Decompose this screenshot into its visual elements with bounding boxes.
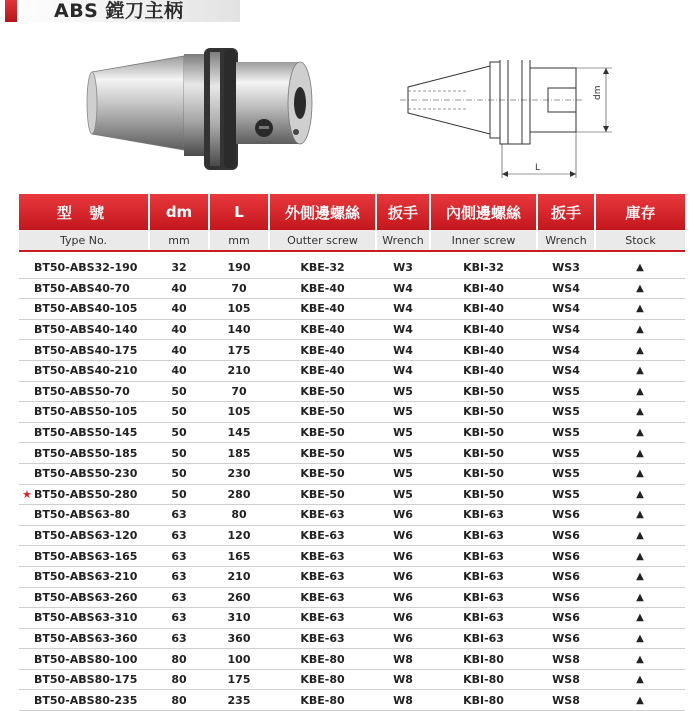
model-text: BT50-ABS50-145: [34, 426, 138, 440]
l-cell: 105: [209, 402, 269, 423]
wrench-2-cell: WS4: [537, 340, 595, 361]
model-text: BT50-ABS40-210: [34, 364, 138, 378]
stock-cell: ▲: [595, 258, 685, 278]
wrench-2-cell: WS5: [537, 443, 595, 464]
wrench-1-cell: W5: [376, 402, 430, 423]
table-row: [19, 587, 685, 608]
model-cell: [19, 587, 149, 608]
header-en-type: Type No.: [19, 230, 149, 251]
l-cell: 120: [209, 525, 269, 546]
header-en-wrench-1: Wrench: [376, 230, 430, 251]
l-cell: 280: [209, 484, 269, 505]
model-cell: [19, 463, 149, 484]
stock-cell: ▲: [595, 587, 685, 608]
inner-screw-cell: KBI-50: [430, 402, 537, 423]
model-cell: [19, 422, 149, 443]
dm-cell: 40: [149, 319, 209, 340]
l-cell: 145: [209, 422, 269, 443]
model-cell: [19, 340, 149, 361]
model-text: BT50-ABS50-280: [34, 487, 138, 501]
table-row: [19, 484, 685, 505]
wrench-2-cell: WS6: [537, 608, 595, 629]
l-cell: 100: [209, 649, 269, 670]
wrench-1-cell: W4: [376, 360, 430, 381]
l-cell: 165: [209, 546, 269, 567]
l-cell: 310: [209, 608, 269, 629]
table-row: [19, 566, 685, 587]
table-row: [19, 360, 685, 381]
table-row: [19, 278, 685, 299]
wrench-2-cell: WS3: [537, 258, 595, 278]
dm-cell: 50: [149, 463, 209, 484]
star-icon: ★: [22, 487, 32, 501]
l-cell: 175: [209, 669, 269, 690]
header-stock: 庫存: [595, 194, 685, 230]
l-cell: 210: [209, 566, 269, 587]
outer-screw-cell: KBE-40: [269, 299, 376, 320]
outer-screw-cell: KBE-40: [269, 278, 376, 299]
outer-screw-cell: KBE-40: [269, 360, 376, 381]
table-row: [19, 381, 685, 402]
model-cell: [19, 566, 149, 587]
table-row: [19, 299, 685, 320]
model-cell: [19, 669, 149, 690]
table-row: [19, 608, 685, 629]
wrench-1-cell: W6: [376, 566, 430, 587]
model-cell: [19, 628, 149, 649]
stock-cell: ▲: [595, 319, 685, 340]
wrench-2-cell: WS6: [537, 505, 595, 526]
table-body: [19, 258, 685, 711]
table-row: [19, 463, 685, 484]
wrench-2-cell: WS8: [537, 649, 595, 670]
model-cell: [19, 546, 149, 567]
inner-screw-cell: KBI-32: [430, 258, 537, 278]
model-cell: [19, 278, 149, 299]
wrench-2-cell: WS6: [537, 525, 595, 546]
outer-screw-cell: KBE-63: [269, 566, 376, 587]
dm-cell: 63: [149, 608, 209, 629]
dm-cell: 63: [149, 525, 209, 546]
model-cell: [19, 381, 149, 402]
outer-screw-cell: KBE-40: [269, 340, 376, 361]
wrench-1-cell: W5: [376, 484, 430, 505]
wrench-1-cell: W6: [376, 525, 430, 546]
l-cell: 70: [209, 278, 269, 299]
header-en-dm: mm: [149, 230, 209, 251]
model-text: BT50-ABS40-105: [34, 302, 138, 316]
wrench-1-cell: W6: [376, 608, 430, 629]
model-text: BT50-ABS63-80: [34, 508, 130, 522]
inner-screw-cell: KBI-40: [430, 278, 537, 299]
model-text: BT50-ABS50-230: [34, 467, 138, 481]
dm-cell: 32: [149, 258, 209, 278]
header-row-en: [19, 230, 685, 251]
model-text: BT50-ABS50-70: [34, 384, 130, 398]
header-outer-screw: 外側邊螺絲: [269, 194, 376, 230]
model-text: BT50-ABS50-185: [34, 446, 138, 460]
dm-cell: 80: [149, 690, 209, 711]
table-row: [19, 443, 685, 464]
dm-cell: 40: [149, 340, 209, 361]
inner-screw-cell: KBI-50: [430, 484, 537, 505]
wrench-2-cell: WS6: [537, 587, 595, 608]
stock-cell: ▲: [595, 608, 685, 629]
l-cell: 175: [209, 340, 269, 361]
dm-cell: 63: [149, 628, 209, 649]
dm-cell: 63: [149, 587, 209, 608]
wrench-1-cell: W6: [376, 505, 430, 526]
inner-screw-cell: KBI-80: [430, 669, 537, 690]
model-cell: [19, 258, 149, 278]
header-inner-screw: 內側邊螺絲: [430, 194, 537, 230]
outer-screw-cell: KBE-80: [269, 690, 376, 711]
spec-table: [19, 194, 685, 711]
inner-screw-cell: KBI-63: [430, 587, 537, 608]
model-text: BT50-ABS80-175: [34, 673, 138, 687]
l-cell: 230: [209, 463, 269, 484]
l-cell: 190: [209, 258, 269, 278]
model-cell: [19, 484, 149, 505]
dm-cell: 50: [149, 443, 209, 464]
inner-screw-cell: KBI-40: [430, 299, 537, 320]
wrench-1-cell: W3: [376, 258, 430, 278]
model-cell: [19, 402, 149, 423]
header-en-l: mm: [209, 230, 269, 251]
inner-screw-cell: KBI-63: [430, 505, 537, 526]
inner-screw-cell: KBI-63: [430, 608, 537, 629]
table-row: [19, 649, 685, 670]
wrench-2-cell: WS6: [537, 546, 595, 567]
stock-cell: ▲: [595, 278, 685, 299]
stock-cell: ▲: [595, 525, 685, 546]
inner-screw-cell: KBI-63: [430, 628, 537, 649]
inner-screw-cell: KBI-80: [430, 690, 537, 711]
stock-cell: ▲: [595, 505, 685, 526]
wrench-1-cell: W6: [376, 628, 430, 649]
model-text: BT50-ABS80-100: [34, 652, 138, 666]
dm-cell: 50: [149, 484, 209, 505]
model-cell: [19, 505, 149, 526]
wrench-1-cell: W6: [376, 546, 430, 567]
page-title: ABS 鏜刀主柄: [54, 0, 184, 22]
wrench-1-cell: W5: [376, 381, 430, 402]
model-cell: [19, 443, 149, 464]
wrench-2-cell: WS5: [537, 381, 595, 402]
wrench-2-cell: WS5: [537, 463, 595, 484]
outer-screw-cell: KBE-80: [269, 669, 376, 690]
dm-cell: 50: [149, 402, 209, 423]
wrench-1-cell: W4: [376, 299, 430, 320]
wrench-1-cell: W5: [376, 443, 430, 464]
table-row: [19, 422, 685, 443]
table-row: [19, 628, 685, 649]
stock-cell: ▲: [595, 690, 685, 711]
wrench-2-cell: WS6: [537, 566, 595, 587]
header-dm: dm: [149, 194, 209, 230]
model-text: BT50-ABS50-105: [34, 405, 138, 419]
model-text: BT50-ABS63-310: [34, 611, 138, 625]
dm-cell: 50: [149, 381, 209, 402]
inner-screw-cell: KBI-63: [430, 566, 537, 587]
dm-cell: 63: [149, 505, 209, 526]
wrench-1-cell: W5: [376, 422, 430, 443]
table-row: [19, 546, 685, 567]
wrench-2-cell: WS4: [537, 360, 595, 381]
outer-screw-cell: KBE-63: [269, 546, 376, 567]
wrench-1-cell: W8: [376, 649, 430, 670]
outer-screw-cell: KBE-50: [269, 422, 376, 443]
outer-screw-cell: KBE-40: [269, 319, 376, 340]
wrench-1-cell: W8: [376, 690, 430, 711]
wrench-2-cell: WS4: [537, 319, 595, 340]
header-row-zh: [19, 194, 685, 230]
inner-screw-cell: KBI-40: [430, 360, 537, 381]
stock-cell: ▲: [595, 299, 685, 320]
wrench-1-cell: W4: [376, 319, 430, 340]
table-row: [19, 402, 685, 423]
table-row: [19, 525, 685, 546]
title-banner: [0, 0, 240, 22]
wrench-2-cell: WS8: [537, 669, 595, 690]
outer-screw-cell: KBE-50: [269, 402, 376, 423]
wrench-2-cell: WS5: [537, 422, 595, 443]
stock-cell: ▲: [595, 649, 685, 670]
outer-screw-cell: KBE-50: [269, 443, 376, 464]
outer-screw-cell: KBE-50: [269, 381, 376, 402]
stock-cell: ▲: [595, 566, 685, 587]
stock-cell: ▲: [595, 628, 685, 649]
model-cell: [19, 319, 149, 340]
dm-cell: 40: [149, 278, 209, 299]
l-cell: 185: [209, 443, 269, 464]
l-cell: 105: [209, 299, 269, 320]
table-row: [19, 669, 685, 690]
header-en-inner: Inner screw: [430, 230, 537, 251]
model-cell: [19, 525, 149, 546]
table-row: [19, 258, 685, 278]
inner-screw-cell: KBI-50: [430, 463, 537, 484]
wrench-1-cell: W4: [376, 340, 430, 361]
wrench-1-cell: W8: [376, 669, 430, 690]
outer-screw-cell: KBE-63: [269, 587, 376, 608]
inner-screw-cell: KBI-40: [430, 319, 537, 340]
stock-cell: ▲: [595, 546, 685, 567]
inner-screw-cell: KBI-40: [430, 340, 537, 361]
l-cell: 260: [209, 587, 269, 608]
header-en-outer: Outter screw: [269, 230, 376, 251]
l-cell: 140: [209, 319, 269, 340]
model-text: BT50-ABS63-165: [34, 549, 138, 563]
wrench-2-cell: WS5: [537, 484, 595, 505]
l-cell: 210: [209, 360, 269, 381]
wrench-1-cell: W6: [376, 587, 430, 608]
l-cell: 80: [209, 505, 269, 526]
wrench-2-cell: WS8: [537, 690, 595, 711]
dm-cell: 80: [149, 669, 209, 690]
table-row: [19, 340, 685, 361]
wrench-1-cell: W5: [376, 463, 430, 484]
stock-cell: ▲: [595, 443, 685, 464]
header-en-stock: Stock: [595, 230, 685, 251]
outer-screw-cell: KBE-63: [269, 525, 376, 546]
inner-screw-cell: KBI-80: [430, 649, 537, 670]
model-cell: [19, 299, 149, 320]
header-type: 型 號: [19, 194, 149, 230]
stock-cell: ▲: [595, 381, 685, 402]
wrench-2-cell: WS4: [537, 299, 595, 320]
model-cell: [19, 690, 149, 711]
technical-drawing: [398, 60, 620, 180]
model-text: BT50-ABS63-260: [34, 590, 138, 604]
wrench-2-cell: WS4: [537, 278, 595, 299]
table-row: [19, 505, 685, 526]
outer-screw-cell: KBE-50: [269, 463, 376, 484]
outer-screw-cell: KBE-50: [269, 484, 376, 505]
model-text: BT50-ABS40-175: [34, 343, 138, 357]
inner-screw-cell: KBI-63: [430, 546, 537, 567]
stock-cell: ▲: [595, 669, 685, 690]
wrench-2-cell: WS6: [537, 628, 595, 649]
outer-screw-cell: KBE-63: [269, 608, 376, 629]
model-text: BT50-ABS63-210: [34, 570, 138, 584]
dm-cell: 40: [149, 299, 209, 320]
stock-cell: ▲: [595, 402, 685, 423]
dm-cell: 40: [149, 360, 209, 381]
stock-cell: ▲: [595, 422, 685, 443]
header-wrench-2: 扳手: [537, 194, 595, 230]
title-accent-bar: [5, 0, 17, 22]
stock-cell: ▲: [595, 360, 685, 381]
table-row: [19, 690, 685, 711]
l-cell: 70: [209, 381, 269, 402]
wrench-2-cell: WS5: [537, 402, 595, 423]
inner-screw-cell: KBI-50: [430, 381, 537, 402]
l-cell: 360: [209, 628, 269, 649]
dim-dm-label: dm: [593, 85, 603, 100]
dm-cell: 80: [149, 649, 209, 670]
l-cell: 235: [209, 690, 269, 711]
model-text: BT50-ABS63-360: [34, 631, 138, 645]
header-wrench-1: 扳手: [376, 194, 430, 230]
dm-cell: 50: [149, 422, 209, 443]
model-text: BT50-ABS40-70: [34, 281, 130, 295]
model-cell: [19, 608, 149, 629]
header-en-wrench-2: Wrench: [537, 230, 595, 251]
wrench-1-cell: W4: [376, 278, 430, 299]
outer-screw-cell: KBE-63: [269, 505, 376, 526]
inner-screw-cell: KBI-50: [430, 443, 537, 464]
model-text: BT50-ABS32-190: [34, 261, 138, 275]
stock-cell: ▲: [595, 340, 685, 361]
dm-cell: 63: [149, 546, 209, 567]
model-text: BT50-ABS40-140: [34, 323, 138, 337]
inner-screw-cell: KBI-50: [430, 422, 537, 443]
dim-l-label: L: [535, 163, 541, 173]
model-cell: [19, 649, 149, 670]
model-text: BT50-ABS80-235: [34, 693, 138, 707]
header-l: L: [209, 194, 269, 230]
inner-screw-cell: KBI-63: [430, 525, 537, 546]
stock-cell: ▲: [595, 484, 685, 505]
outer-screw-cell: KBE-32: [269, 258, 376, 278]
outer-screw-cell: KBE-80: [269, 649, 376, 670]
outer-screw-cell: KBE-63: [269, 628, 376, 649]
dm-cell: 63: [149, 566, 209, 587]
table-row: [19, 319, 685, 340]
model-cell: [19, 360, 149, 381]
stock-cell: ▲: [595, 463, 685, 484]
product-photo: [86, 42, 316, 182]
model-text: BT50-ABS63-120: [34, 529, 138, 543]
